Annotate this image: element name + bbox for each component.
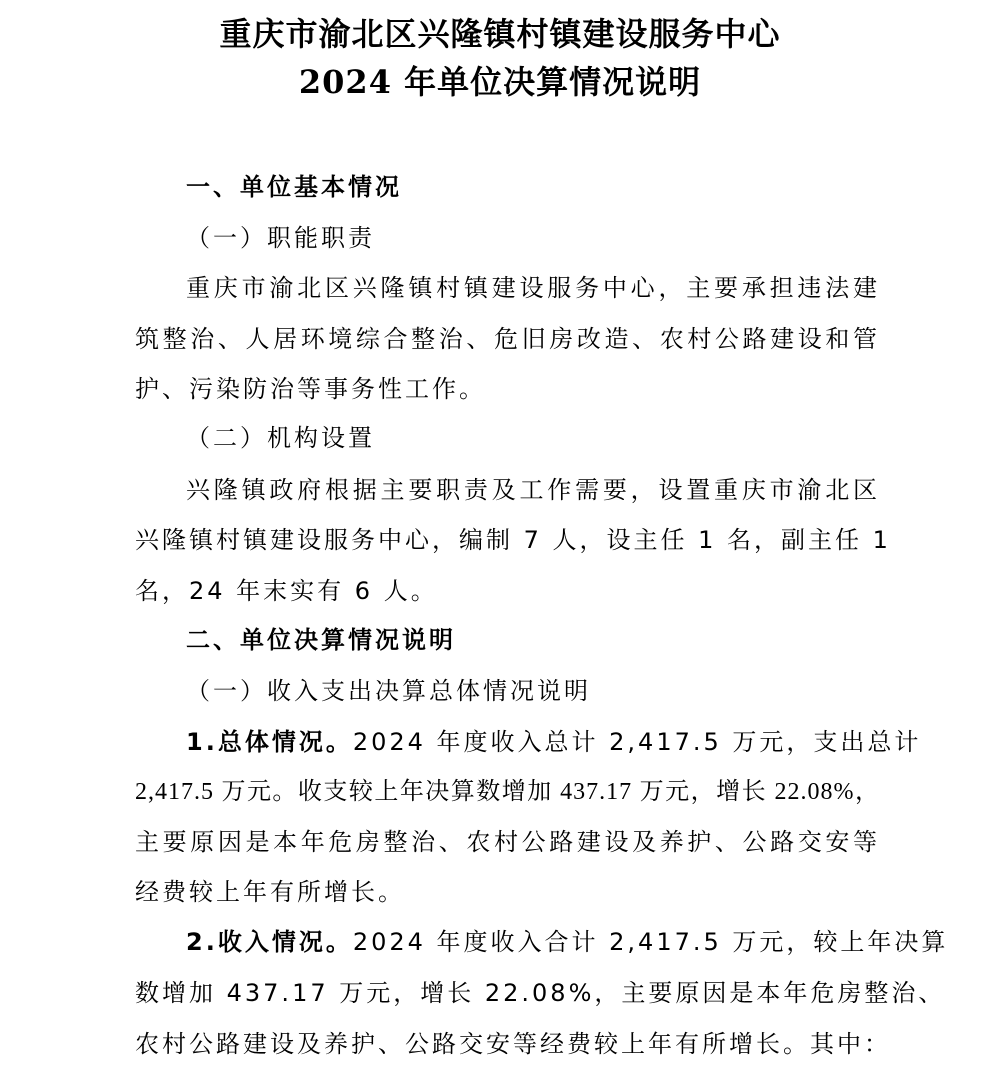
- income-paragraph-line: 农村公路建设及养护、公路交安等经费较上年有所增长。其中：: [135, 1030, 891, 1058]
- subsection-duties-heading: （一）职能职责: [186, 224, 375, 252]
- overall-first-line-text: 2024 年度收入总计 2,417.5 万元，支出总计: [352, 728, 922, 756]
- duties-paragraph-line: 重庆市渝北区兴隆镇村镇建设服务中心，主要承担违法建: [186, 274, 880, 302]
- overall-paragraph-first-line: [186, 726, 922, 758]
- section-1-heading: 一、单位基本情况: [186, 173, 402, 201]
- overall-paragraph-line: 2,417.5 万元。收支较上年决算数增加 437.17 万元，增长 22.08%，: [135, 779, 880, 805]
- income-lead: 2.收入情况。: [186, 928, 353, 956]
- document-title-line-2: 2024 年单位决算情况说明: [298, 63, 702, 101]
- section-2-heading: 二、单位决算情况说明: [186, 626, 456, 654]
- organization-paragraph-line: 兴隆镇村镇建设服务中心，编制 7 人，设主任 1 名，副主任 1: [135, 526, 891, 554]
- overall-paragraph-line: 主要原因是本年危房整治、农村公路建设及养护、公路交安等: [135, 828, 880, 856]
- organization-paragraph-line: 兴隆镇政府根据主要职责及工作需要，设置重庆市渝北区: [186, 476, 880, 504]
- organization-paragraph-line: 名，24 年末实有 6 人。: [135, 577, 438, 605]
- income-paragraph-line: 数增加 437.17 万元，增长 22.08%，主要原因是本年危房整治、: [135, 979, 946, 1007]
- income-paragraph-first-line: [186, 926, 949, 958]
- subsection-income-expense-heading: （一）收入支出决算总体情况说明: [186, 677, 591, 705]
- duties-paragraph-line: 筑整治、人居环境综合整治、危旧房改造、农村公路建设和管: [135, 325, 880, 353]
- overall-lead: 1.总体情况。: [186, 728, 353, 756]
- subsection-organization-heading: （二）机构设置: [186, 424, 375, 452]
- document-title-line-1: 重庆市渝北区兴隆镇村镇建设服务中心: [219, 15, 781, 53]
- duties-paragraph-line: 护、污染防治等事务性工作。: [135, 375, 486, 403]
- overall-paragraph-line: 经费较上年有所增长。: [135, 878, 405, 906]
- income-first-line-text: 2024 年度收入合计 2,417.5 万元，较上年决算: [352, 928, 949, 956]
